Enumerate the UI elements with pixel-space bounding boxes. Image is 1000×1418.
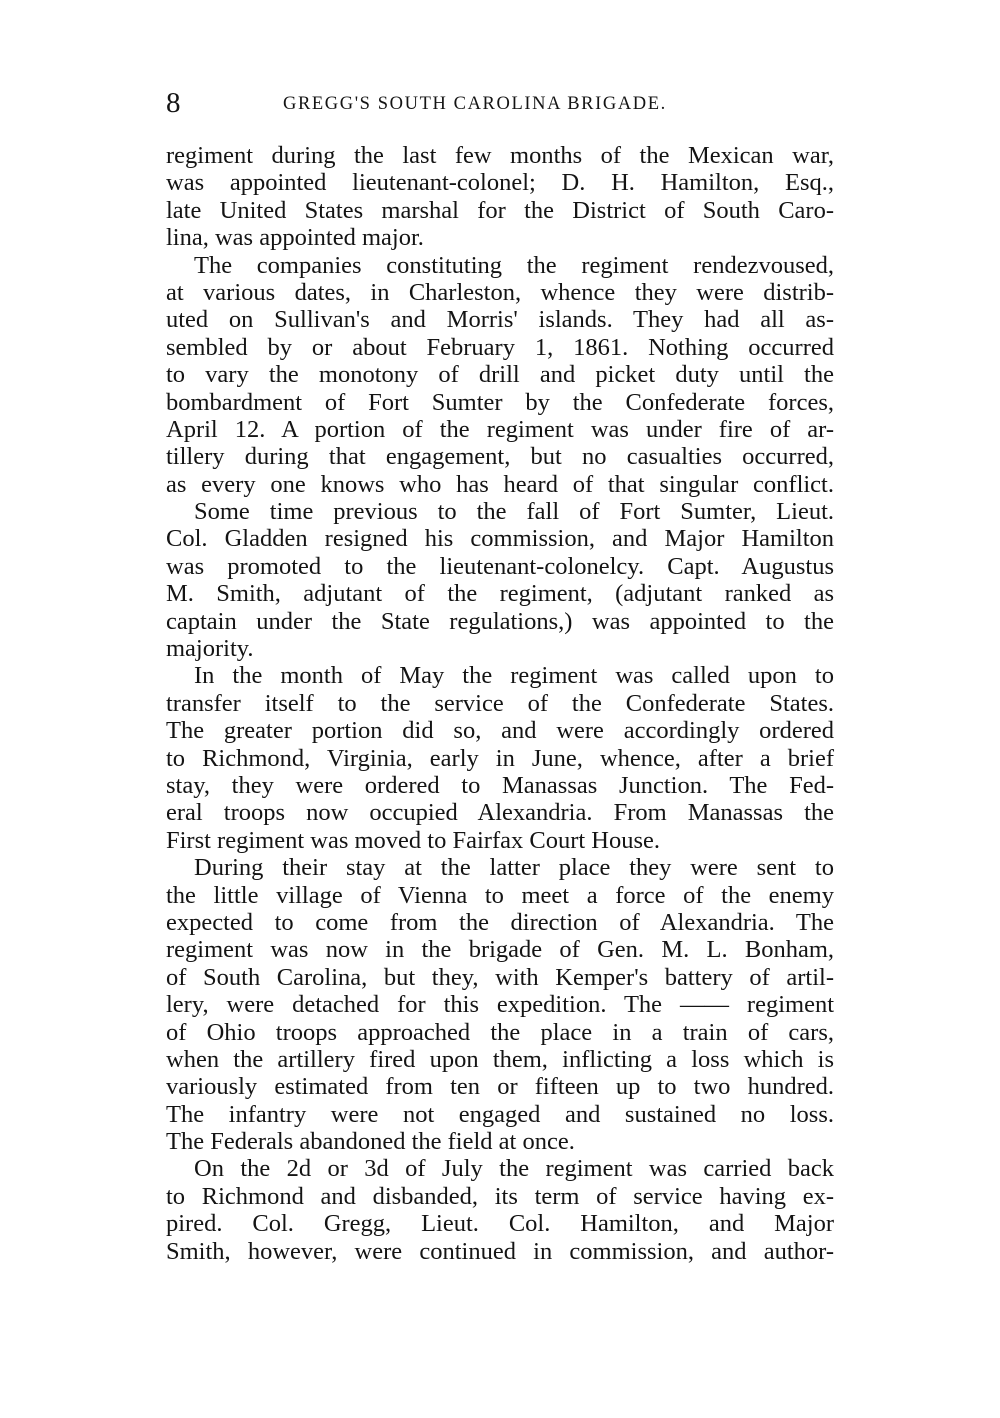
text-line: to Richmond and disbanded, its term of service having ex- [166, 1182, 834, 1210]
paragraph-4 [166, 662, 834, 854]
page-number: 8 [166, 87, 181, 119]
text-line: pired. Col. Gregg, Lieut. Col. Hamilton, and Major [166, 1210, 834, 1238]
body-text [166, 142, 834, 1265]
paragraph-5 [166, 854, 834, 1155]
text-line: at various dates, in Charleston, whence they were distrib- [166, 278, 834, 306]
paragraph-3 [166, 498, 834, 662]
text-line: was promoted to the lieutenant-colonelcy. Capt. Augustus [166, 552, 834, 580]
paragraph-2 [166, 252, 834, 499]
text-line: The greater portion did so, and were accordingly ordered [166, 717, 834, 745]
text-line: M. Smith, adjutant of the regiment, (adjutant ranked as [166, 580, 834, 608]
text-line: was appointed lieutenant-colonel; D. H. Hamilton, Esq., [166, 169, 834, 197]
text-line: expected to come from the direction of Alexandria. The [166, 908, 834, 936]
text-line: During their stay at the latter place they were sent to [194, 854, 834, 882]
text-line: lery, were detached for this expedition. The —— regiment [166, 991, 834, 1019]
text-line: sembled by or about February 1, 1861. Nothing occurred [166, 333, 834, 361]
paragraph-6 [166, 1155, 834, 1265]
text-line: eral troops now occupied Alexandria. From Manassas the [166, 799, 834, 827]
text-line: First regiment was moved to Fairfax Court House. [166, 826, 661, 854]
text-line: regiment during the last few months of the Mexican war, [166, 142, 834, 169]
text-line: The infantry were not engaged and sustained no loss. [166, 1100, 834, 1128]
text-line: the little village of Vienna to meet a force of the enemy [166, 881, 834, 909]
text-line: majority. [166, 635, 254, 663]
text-line: stay, they were ordered to Manassas Junction. The Fed- [166, 771, 834, 799]
page-header [166, 86, 834, 120]
text-line: tillery during that engagement, but no casualties occurred, [166, 443, 834, 471]
text-line: Col. Gladden resigned his commission, and Major Hamilton [166, 525, 834, 553]
text-line: On the 2d or 3d of July the regiment was carried back [194, 1155, 834, 1183]
text-line: lina, was appointed major. [166, 224, 424, 252]
text-line: when the artillery fired upon them, inflicting a loss which is [166, 1045, 834, 1073]
paragraph-1 [166, 142, 834, 252]
text-line: to vary the monotony of drill and picket duty until the [166, 361, 834, 389]
text-line: bombardment of Fort Sumter by the Confederate forces, [166, 388, 834, 416]
text-line: variously estimated from ten or fifteen up to two hundred. [166, 1073, 834, 1101]
text-line: of South Carolina, but they, with Kemper's battery of artil- [166, 963, 834, 991]
text-line: uted on Sullivan's and Morris' islands. They had all as- [166, 306, 834, 334]
text-line: to Richmond, Virginia, early in June, whence, after a brief [166, 744, 834, 772]
text-line: The Federals abandoned the field at once. [166, 1128, 575, 1156]
text-line: April 12. A portion of the regiment was under fire of ar- [166, 415, 834, 443]
text-line: of Ohio troops approached the place in a train of cars, [166, 1018, 834, 1046]
text-line: In the month of May the regiment was called upon to [194, 662, 834, 690]
text-line: The companies constituting the regiment rendezvoused, [194, 251, 834, 279]
running-head: GREGG'S SOUTH CAROLINA BRIGADE. [283, 94, 667, 114]
text-line: regiment was now in the brigade of Gen. M. L. Bonham, [166, 936, 834, 964]
text-line: captain under the State regulations,) was appointed to the [166, 607, 834, 635]
text-line: Some time previous to the fall of Fort Sumter, Lieut. [194, 498, 834, 526]
text-line: transfer itself to the service of the Confederate States. [166, 689, 834, 717]
text-line: as every one knows who has heard of that singular conflict. [166, 470, 834, 498]
text-line: late United States marshal for the District of South Caro- [166, 196, 834, 224]
text-line: Smith, however, were continued in commission, and author- [166, 1237, 834, 1265]
